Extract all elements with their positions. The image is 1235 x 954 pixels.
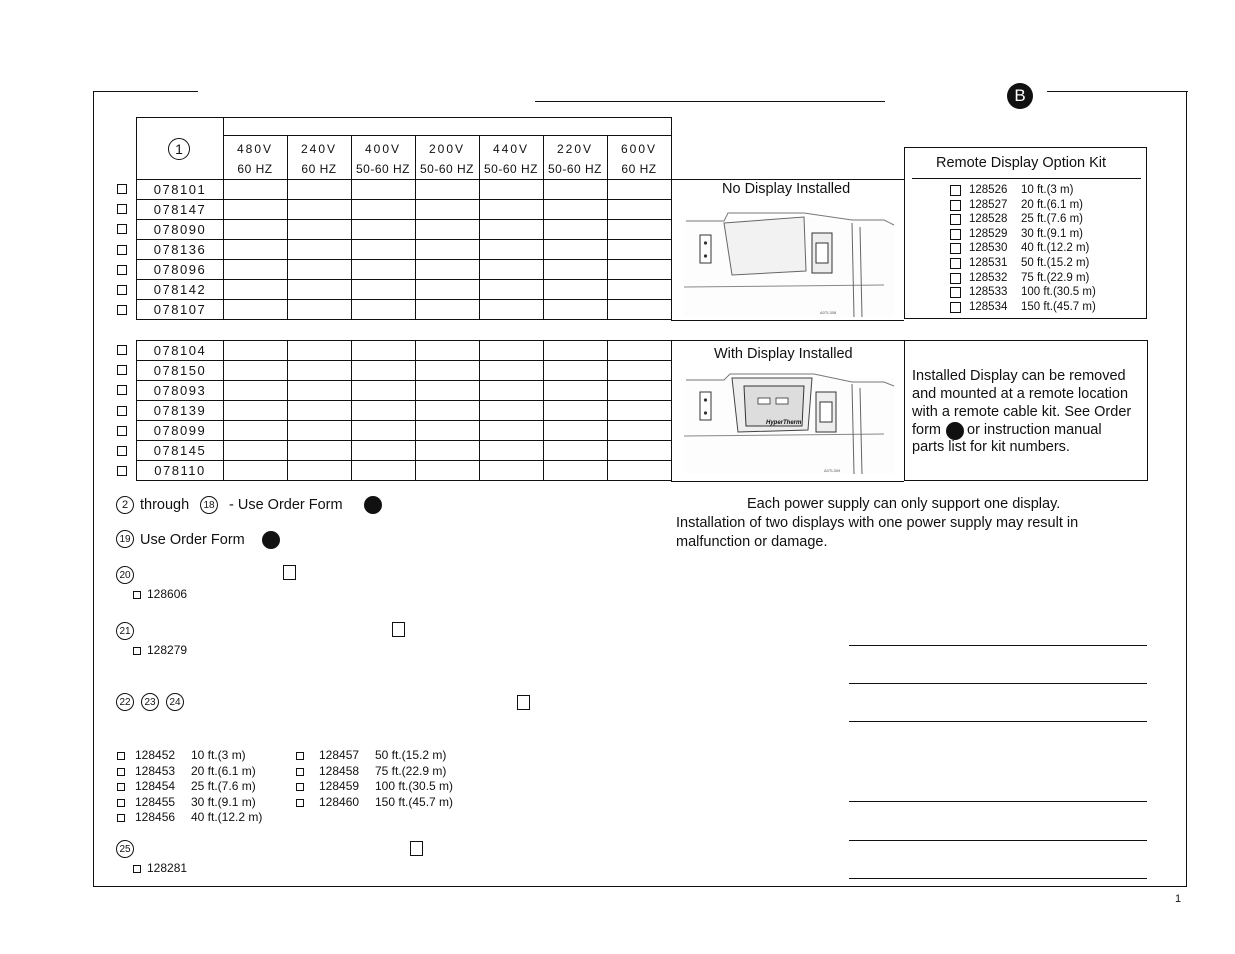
table-cell[interactable] — [352, 421, 416, 441]
part-number: 078099 — [137, 421, 224, 441]
table-top-line — [136, 117, 671, 118]
table-cell[interactable] — [416, 180, 480, 200]
table-row — [137, 401, 672, 421]
cable-right-part-0: 128457 — [319, 748, 360, 762]
table-cell[interactable] — [224, 341, 288, 361]
table-cell[interactable] — [544, 260, 608, 280]
cable-left-part-1: 128453 — [135, 763, 176, 778]
table-cell[interactable] — [288, 441, 352, 461]
write-line-6 — [849, 878, 1147, 879]
table-cell[interactable] — [480, 441, 544, 461]
table-cell[interactable] — [608, 401, 672, 421]
group2_parts-checkbox-1[interactable] — [117, 365, 127, 375]
item20-part: 128606 — [147, 587, 188, 601]
cable-left-part-2: 128454 — [135, 779, 176, 793]
remote-kit-length-8: 150 ft.(45.7 m) — [1021, 300, 1096, 313]
table-cell[interactable] — [352, 200, 416, 220]
remote-kit-part-3: 128529 — [969, 227, 1008, 240]
write-line-1 — [849, 645, 1147, 646]
group2_parts-checkbox-3[interactable] — [117, 406, 127, 416]
section-badge-label: B — [1014, 86, 1026, 105]
remote-kit-title-rule — [912, 178, 1141, 179]
table-cell[interactable] — [288, 300, 352, 320]
group1_parts-checkbox-5[interactable] — [117, 285, 127, 295]
cable-right-checkbox-2[interactable] — [296, 783, 304, 791]
header-col-sep-5 — [543, 135, 544, 180]
installed-note-line3: with a remote cable kit. See Order — [912, 404, 1132, 420]
installed-note-line4a: form — [912, 422, 941, 438]
remote-kit-checkbox-7[interactable] — [950, 287, 961, 298]
cable-left-checkbox-4[interactable] — [117, 814, 125, 822]
remote-kit-length-6: 75 ft.(22.9 m) — [1021, 271, 1090, 284]
group2_parts-checkbox-4[interactable] — [117, 426, 127, 436]
table-cell[interactable] — [224, 300, 288, 320]
table-cell[interactable] — [352, 260, 416, 280]
cable-right-length-3: 150 ft.(45.7 m) — [375, 794, 454, 809]
frame-top-left — [93, 91, 198, 92]
table-cell[interactable] — [352, 341, 416, 361]
table-cell[interactable] — [224, 401, 288, 421]
remote-kit-checkbox-4[interactable] — [950, 243, 961, 254]
remote-kit-checkbox-8[interactable] — [950, 302, 961, 313]
parts-table-no-display — [136, 179, 672, 320]
table-cell[interactable] — [608, 341, 672, 361]
write-line-2 — [849, 683, 1147, 684]
table-cell[interactable] — [608, 461, 672, 481]
table-cell[interactable] — [352, 240, 416, 260]
table-cell[interactable] — [288, 240, 352, 260]
table-cell[interactable] — [416, 200, 480, 220]
table-row — [137, 341, 672, 361]
group1_parts-checkbox-6[interactable] — [117, 305, 127, 315]
table-cell[interactable] — [352, 461, 416, 481]
part-number: 078139 — [137, 401, 224, 421]
item20-checkbox[interactable] — [283, 565, 296, 580]
section-badge — [1007, 83, 1033, 109]
remote-kit-checkbox-2[interactable] — [950, 214, 961, 225]
remote-kit-length-7: 100 ft.(30.5 m) — [1021, 286, 1096, 299]
table-cell[interactable] — [416, 441, 480, 461]
table-cell[interactable] — [224, 180, 288, 200]
table-cell[interactable] — [224, 240, 288, 260]
table-cell[interactable] — [480, 421, 544, 441]
remote-kit-part-4: 128530 — [969, 242, 1008, 255]
remote-kit-length-2: 25 ft.(7.6 m) — [1021, 213, 1083, 226]
with-display-caption: With Display Installed — [714, 346, 853, 362]
cable-right-length-1: 75 ft.(22.9 m) — [375, 763, 447, 778]
freq-header-1: 60 HZ — [301, 162, 337, 176]
cable-left-checkbox-1[interactable] — [117, 768, 125, 776]
cable-right-part-3: 128460 — [319, 794, 360, 809]
table-cell[interactable] — [544, 300, 608, 320]
cable-right-checkbox-1[interactable] — [296, 768, 304, 776]
item22-checkbox[interactable] — [517, 695, 530, 710]
table-cell[interactable] — [416, 300, 480, 320]
table-cell[interactable] — [544, 441, 608, 461]
table-row — [137, 461, 672, 481]
item-circle-25: 25 — [116, 840, 134, 858]
order-form-dot-1 — [364, 496, 382, 514]
cable-right-length-0: 50 ft.(15.2 m) — [375, 748, 447, 762]
item-circle-2: 2 — [116, 496, 134, 514]
cable-left-checkbox-2[interactable] — [117, 783, 125, 791]
remote-kit-checkbox-5[interactable] — [950, 258, 961, 269]
freq-header-6: 60 HZ — [621, 162, 657, 176]
item-circle-24: 24 — [166, 693, 184, 711]
voltage-header-3: 200V — [428, 142, 466, 156]
table-cell[interactable] — [352, 300, 416, 320]
table-cell[interactable] — [224, 441, 288, 461]
cable-left-checkbox-0[interactable] — [117, 752, 125, 760]
part-number: 078104 — [137, 341, 224, 361]
freq-header-0: 60 HZ — [237, 162, 273, 176]
part-number: 078093 — [137, 381, 224, 401]
table-cell[interactable] — [352, 280, 416, 300]
table-row — [137, 180, 672, 200]
table-row — [137, 280, 672, 300]
item20-part-checkbox[interactable] — [133, 591, 141, 599]
item-circle-19: 19 — [116, 530, 134, 548]
group2_parts-checkbox-5[interactable] — [117, 446, 127, 456]
table-cell[interactable] — [224, 280, 288, 300]
cable-right-checkbox-0[interactable] — [296, 752, 304, 760]
table-cell[interactable] — [288, 180, 352, 200]
table-left-line — [136, 117, 137, 180]
freq-header-5: 50-60 HZ — [547, 162, 603, 176]
table-row — [137, 240, 672, 260]
part-number: 078150 — [137, 361, 224, 381]
frame-left — [93, 91, 94, 887]
table-cell[interactable] — [224, 260, 288, 280]
voltage-header-5: 220V — [556, 142, 594, 156]
table-cell[interactable] — [352, 441, 416, 461]
table-cell[interactable] — [544, 461, 608, 481]
remote-kit-checkbox-1[interactable] — [950, 200, 961, 211]
table-cell[interactable] — [480, 180, 544, 200]
warning-line2: Installation of two displays with one power supply may result in — [676, 515, 1079, 531]
table-cell[interactable] — [288, 341, 352, 361]
table-cell[interactable] — [544, 240, 608, 260]
item-circle-20: 20 — [116, 566, 134, 584]
table-cell[interactable] — [224, 200, 288, 220]
table-cell[interactable] — [224, 421, 288, 441]
table-row — [137, 260, 672, 280]
use-order-form-label-1: - Use Order Form — [229, 497, 343, 513]
order-form-dot-2 — [262, 531, 280, 549]
frame-right — [1186, 91, 1187, 887]
cable-left-length-3: 30 ft.(9.1 m) — [191, 794, 256, 809]
with-display-photo-code: A0TL309 — [824, 468, 841, 473]
item25-part-checkbox[interactable] — [133, 865, 141, 873]
table-cell[interactable] — [608, 361, 672, 381]
frame-bottom — [93, 886, 1187, 887]
table-cell[interactable] — [480, 300, 544, 320]
table-cell[interactable] — [288, 260, 352, 280]
table-row — [137, 200, 672, 220]
ref-circle-1: 1 — [168, 138, 190, 160]
parts-table-with-display — [136, 340, 672, 481]
freq-header-3: 50-60 HZ — [419, 162, 475, 176]
frame-top-right — [1047, 91, 1188, 92]
cable-left-length-2: 25 ft.(7.6 m) — [191, 779, 256, 793]
installed-note-line4b: or instruction manual — [967, 422, 1102, 438]
table-row — [137, 361, 672, 381]
no-display-caption: No Display Installed — [722, 181, 851, 197]
table-cell[interactable] — [480, 461, 544, 481]
warning-line3: malfunction or damage. — [676, 534, 828, 550]
part-number: 078096 — [137, 260, 224, 280]
table-row — [137, 421, 672, 441]
header-col-sep-2 — [351, 135, 352, 180]
cable-right-length-2: 100 ft.(30.5 m) — [375, 779, 454, 793]
table-row — [137, 300, 672, 320]
table-cell[interactable] — [224, 220, 288, 240]
item-circle-18: 18 — [200, 496, 218, 514]
cable-right-part-1: 128458 — [319, 763, 360, 778]
voltage-header-6: 600V — [620, 142, 658, 156]
remote-kit-part-7: 128533 — [969, 286, 1008, 299]
cable-left-part-3: 128455 — [135, 794, 176, 809]
table-cell[interactable] — [288, 200, 352, 220]
table-cell[interactable] — [480, 240, 544, 260]
table-cell[interactable] — [544, 421, 608, 441]
through-label: through — [140, 497, 190, 513]
item21-part-checkbox[interactable] — [133, 647, 141, 655]
table-cell[interactable] — [608, 200, 672, 220]
remote-kit-length-3: 30 ft.(9.1 m) — [1021, 227, 1083, 240]
table-cell[interactable] — [416, 361, 480, 381]
group2_parts-checkbox-0[interactable] — [117, 345, 127, 355]
table-cell[interactable] — [224, 461, 288, 481]
group1_parts-checkbox-4[interactable] — [117, 265, 127, 275]
header-col-sep-4 — [479, 135, 480, 180]
installed-note-line1: Installed Display can be removed — [912, 368, 1126, 384]
remote-kit-length-4: 40 ft.(12.2 m) — [1021, 242, 1090, 255]
remote-kit-length-5: 50 ft.(15.2 m) — [1021, 257, 1090, 269]
cable-left-length-0: 10 ft.(3 m) — [191, 748, 246, 762]
table-cell[interactable] — [608, 441, 672, 461]
page-number: 1 — [1175, 893, 1182, 905]
table-cell[interactable] — [224, 381, 288, 401]
remote-kit-title: Remote Display Option Kit — [936, 155, 1107, 171]
table-cell[interactable] — [608, 381, 672, 401]
write-line-3 — [849, 721, 1147, 722]
table-cell[interactable] — [544, 381, 608, 401]
cable-left-part-0: 128452 — [135, 748, 176, 762]
header-col-sep-1 — [287, 135, 288, 180]
table-cell[interactable] — [544, 401, 608, 421]
table-cell[interactable] — [416, 220, 480, 240]
table-cell[interactable] — [544, 200, 608, 220]
table-row — [137, 220, 672, 240]
part-number: 078145 — [137, 441, 224, 461]
header-col-sep-6 — [607, 135, 608, 180]
table-cell[interactable] — [288, 421, 352, 441]
remote-kit-checkbox-3[interactable] — [950, 229, 961, 240]
table-cell[interactable] — [608, 300, 672, 320]
table-right-line — [671, 117, 672, 180]
remote-kit-checkbox-6[interactable] — [950, 273, 961, 284]
table-cell[interactable] — [480, 361, 544, 381]
table-cell[interactable] — [608, 260, 672, 280]
table-cell[interactable] — [544, 341, 608, 361]
remote-kit-part-6: 128532 — [969, 271, 1008, 284]
remote-kit-part-5: 128531 — [969, 257, 1008, 269]
write-line-5 — [849, 840, 1147, 841]
table-cell[interactable] — [352, 401, 416, 421]
cable-right-part-2: 128459 — [319, 779, 360, 793]
item-circle-22: 22 — [116, 693, 134, 711]
table-cell[interactable] — [416, 461, 480, 481]
table-cell[interactable] — [480, 200, 544, 220]
table-cell[interactable] — [480, 341, 544, 361]
table-cell[interactable] — [608, 421, 672, 441]
table-cell[interactable] — [480, 260, 544, 280]
table-row — [137, 381, 672, 401]
cable-right-checkbox-3[interactable] — [296, 799, 304, 807]
part-number: 078101 — [137, 180, 224, 200]
table-cell[interactable] — [288, 361, 352, 381]
table-cell[interactable] — [352, 381, 416, 401]
installed-note-line5: parts list for kit numbers. — [912, 439, 1070, 455]
item21-part: 128279 — [147, 643, 188, 657]
table-cell[interactable] — [480, 280, 544, 300]
table-cell[interactable] — [288, 381, 352, 401]
voltage-header-1: 240V — [300, 142, 338, 156]
part-number: 078142 — [137, 280, 224, 300]
remote-kit-part-1: 128527 — [969, 198, 1008, 211]
frame-title-line — [535, 101, 885, 102]
table-cell[interactable] — [480, 220, 544, 240]
table-row — [137, 441, 672, 461]
table-cell[interactable] — [416, 421, 480, 441]
table-cell[interactable] — [544, 280, 608, 300]
remote-kit-length-1: 20 ft.(6.1 m) — [1021, 198, 1083, 211]
part-number: 078136 — [137, 240, 224, 260]
table-cell[interactable] — [480, 381, 544, 401]
item25-checkbox[interactable] — [410, 841, 423, 856]
table-cell[interactable] — [352, 361, 416, 381]
table-cell[interactable] — [288, 401, 352, 421]
voltage-header-4: 440V — [492, 142, 530, 156]
table-cell[interactable] — [288, 461, 352, 481]
with-display-brand: HyperTherm — [766, 420, 802, 426]
table-cell[interactable] — [416, 280, 480, 300]
table-cell[interactable] — [608, 240, 672, 260]
group1_parts-checkbox-0[interactable] — [117, 184, 127, 194]
voltage-header-2: 400V — [364, 142, 402, 156]
item25-part: 128281 — [147, 861, 188, 875]
table-cell[interactable] — [416, 240, 480, 260]
table-cell[interactable] — [608, 180, 672, 200]
header-col-sep-3 — [415, 135, 416, 180]
table-cell[interactable] — [416, 401, 480, 421]
part-number: 078110 — [137, 461, 224, 481]
table-cell[interactable] — [352, 220, 416, 240]
use-order-form-label-2: Use Order Form — [140, 532, 245, 548]
remote-kit-part-2: 128528 — [969, 213, 1008, 226]
voltage-header-0: 480V — [236, 142, 274, 156]
item-circle-23: 23 — [141, 693, 159, 711]
write-line-4 — [849, 801, 1147, 802]
remote-kit-part-8: 128534 — [969, 300, 1008, 313]
table-cell[interactable] — [480, 401, 544, 421]
table-cell[interactable] — [544, 180, 608, 200]
item21-checkbox[interactable] — [392, 622, 405, 637]
table-cell[interactable] — [608, 220, 672, 240]
freq-header-4: 50-60 HZ — [483, 162, 539, 176]
group2_parts-checkbox-2[interactable] — [117, 385, 127, 395]
cable-left-length-1: 20 ft.(6.1 m) — [191, 763, 256, 778]
item-circle-21: 21 — [116, 622, 134, 640]
table-cell[interactable] — [416, 260, 480, 280]
remote-kit-part-0: 128526 — [969, 184, 1008, 196]
part-number: 078090 — [137, 220, 224, 240]
table-cell[interactable] — [416, 341, 480, 361]
group1_parts-checkbox-3[interactable] — [117, 245, 127, 255]
group2_parts-checkbox-6[interactable] — [117, 466, 127, 476]
installed-note-line2: and mounted at a remote location — [912, 386, 1129, 402]
cable-left-part-4: 128456 — [135, 810, 176, 824]
table-cell[interactable] — [352, 180, 416, 200]
group1_parts-checkbox-2[interactable] — [117, 224, 127, 234]
cable-left-length-4: 40 ft.(12.2 m) — [191, 810, 263, 824]
remote-kit-checkbox-0[interactable] — [950, 185, 961, 196]
part-number: 078147 — [137, 200, 224, 220]
no-display-photo — [684, 203, 896, 317]
table-cell[interactable] — [288, 280, 352, 300]
table-header-line — [223, 135, 671, 136]
freq-header-2: 50-60 HZ — [355, 162, 411, 176]
table-cell[interactable] — [544, 361, 608, 381]
group1_parts-checkbox-1[interactable] — [117, 204, 127, 214]
cable-left-checkbox-3[interactable] — [117, 799, 125, 807]
part-number: 078107 — [137, 300, 224, 320]
table-cell[interactable] — [288, 220, 352, 240]
table-cell[interactable] — [608, 280, 672, 300]
order-form-dot-note — [946, 422, 964, 440]
table-cell[interactable] — [224, 361, 288, 381]
remote-kit-length-0: 10 ft.(3 m) — [1021, 184, 1074, 196]
warning-line1: Each power supply can only support one display. — [747, 496, 1061, 512]
table-cell[interactable] — [416, 381, 480, 401]
no-display-photo-code: A0TL308 — [820, 310, 837, 315]
table-cell[interactable] — [544, 220, 608, 240]
